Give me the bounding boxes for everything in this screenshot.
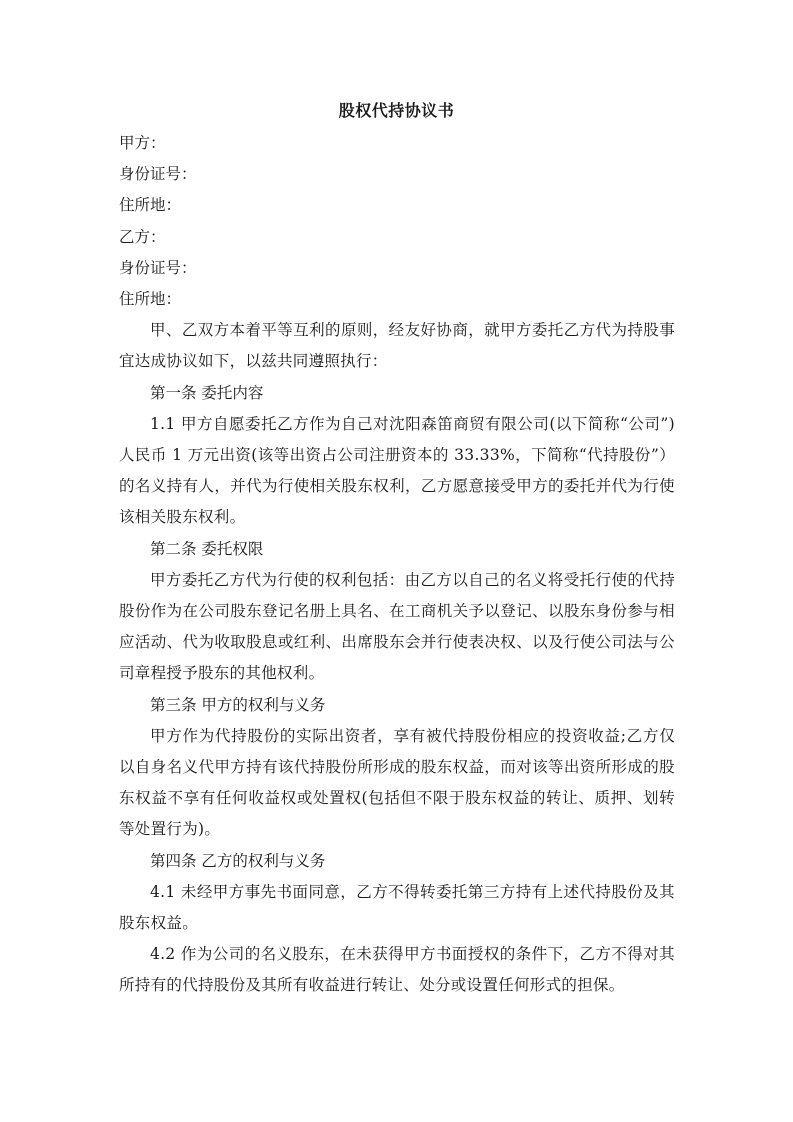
preamble-paragraph: 甲、乙双方本着平等互利的原则，经友好协商，就甲方委托乙方代为持股事宜达成协议如下，以兹共同遵照执行： xyxy=(119,321,675,371)
party-a-id-label: 身份证号： xyxy=(119,165,197,184)
article-3-heading: 第三条 甲方的权利与义务 xyxy=(150,695,326,714)
party-a-address-label: 住所地： xyxy=(119,196,182,215)
article-4-clause-1: 4.1 未经甲方事先书面同意，乙方不得转委托第三方持有上述代持股份及其股东权益。 xyxy=(119,882,675,933)
article-4-heading: 第四条 乙方的权利与义务 xyxy=(150,851,326,870)
article-2-heading: 第二条 委托权限 xyxy=(150,539,264,558)
article-1-heading: 第一条 委托内容 xyxy=(150,383,264,402)
party-b-id-label: 身份证号： xyxy=(119,258,197,277)
article-2-body: 甲方委托乙方代为行使的权利包括：由乙方以自己的名义将受托行使的代持股份作为在公司股东登记名册上具名、在工商机关予以登记、以股东身份参与相应活动、代为收取股息或红利、出席股东会并行使表决权、以及行使公司法与公司章程授予股东的其他权利。 xyxy=(119,570,675,683)
party-b-label: 乙方： xyxy=(119,227,166,246)
article-1-clause-1: 1.1 甲方自愿委托乙方作为自己对沈阳森笛商贸有限公司(以下简称“公司”)人民币 1 万元出资(该等出资占公司注册资本的 33.33%，下简称“代持股份”）的名义持有人，并代为行使相关股东权利，乙方愿意接受甲方的委托并代为行使该相关股东权利。 xyxy=(119,414,675,527)
party-b-address-label: 住所地： xyxy=(119,290,182,309)
article-3-body: 甲方作为代持股份的实际出资者，享有被代持股份相应的投资收益;乙方仅以自身名义代甲方持有该代持股份所形成的股东权益，而对该等出资所形成的股东权益不享有任何收益权或处置权(包括但不限于股东权益的转让、质押、划转等处置行为)。 xyxy=(119,726,675,839)
document-body xyxy=(119,128,675,1002)
article-4-clause-2: 4.2 作为公司的名义股东，在未获得甲方书面授权的条件下，乙方不得对其所持有的代持股份及其所有收益进行转让、处分或设置任何形式的担保。 xyxy=(119,945,675,995)
party-a-label: 甲方： xyxy=(119,134,166,152)
document-title: 股权代持协议书 xyxy=(338,101,455,120)
